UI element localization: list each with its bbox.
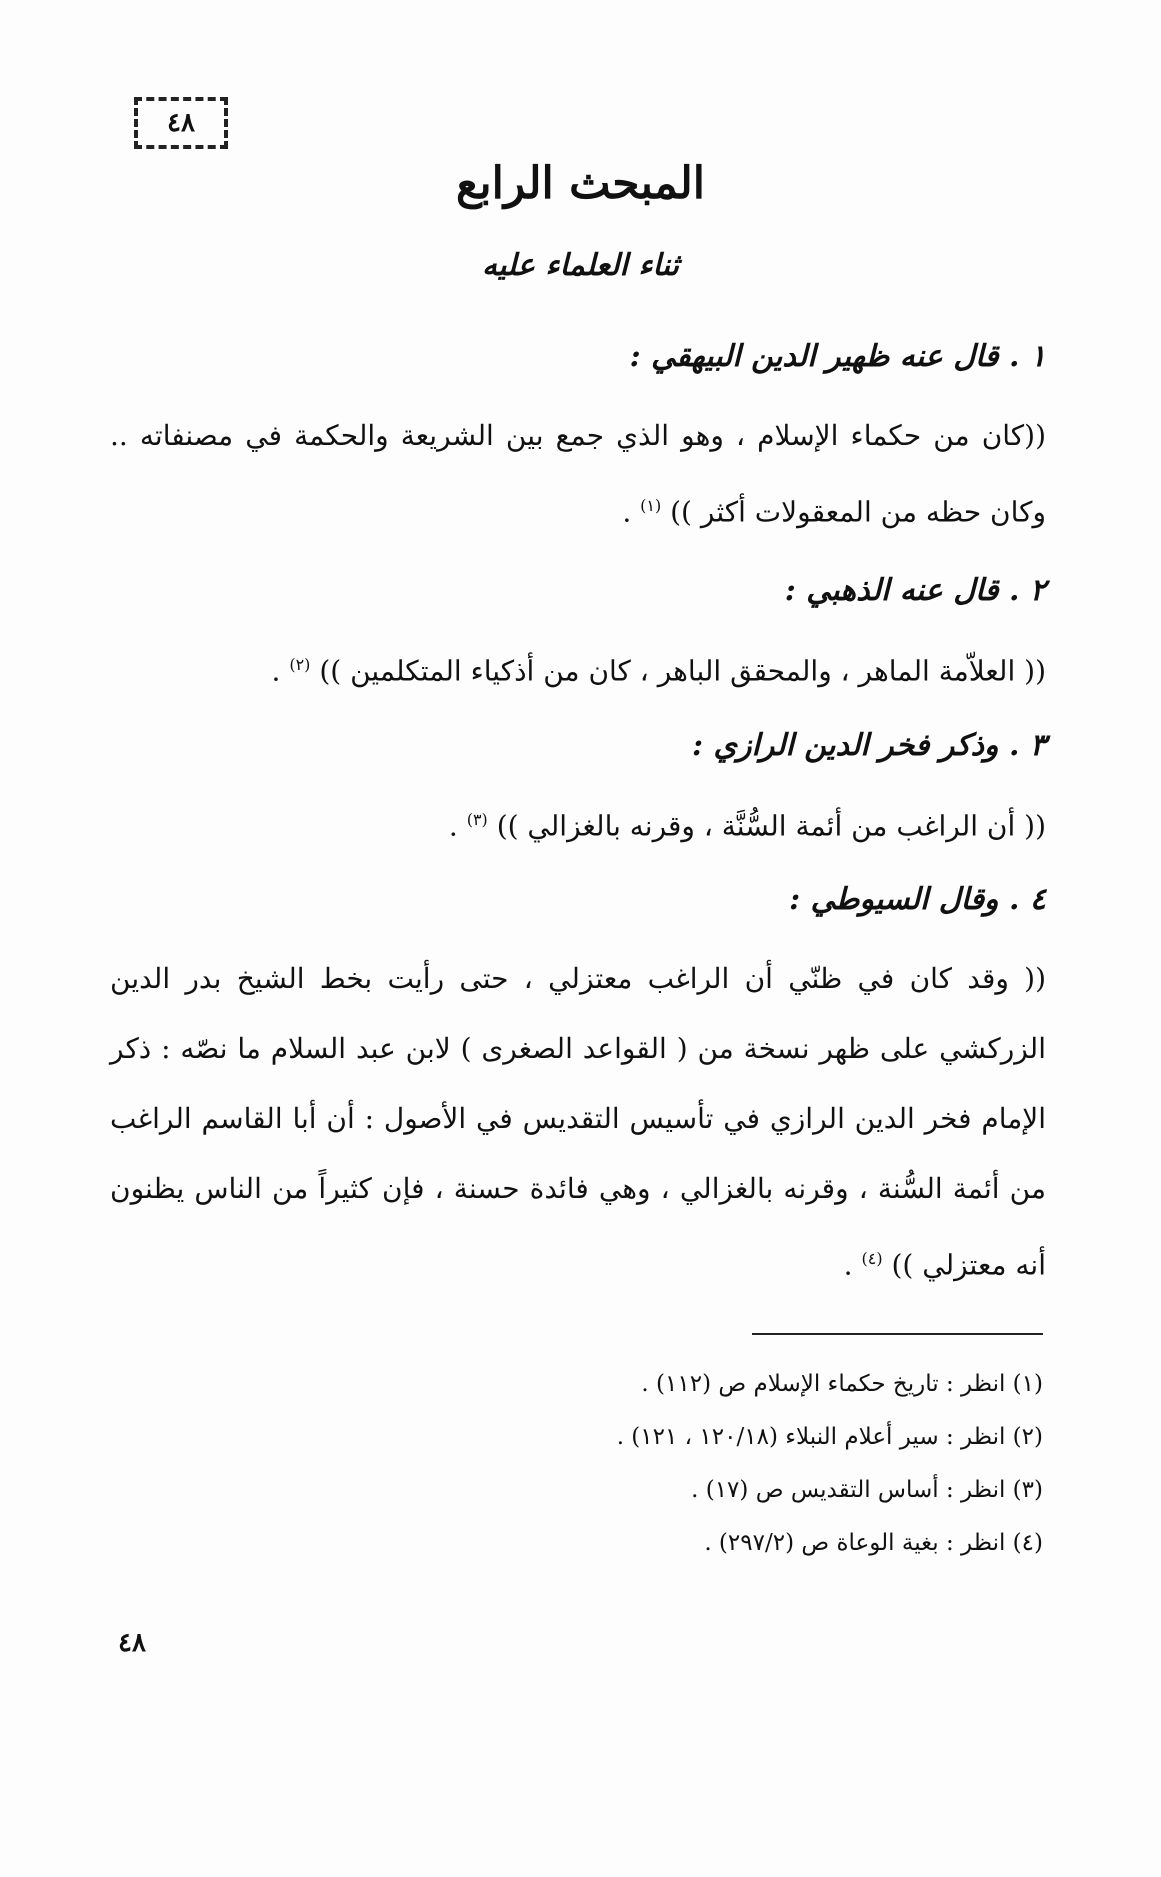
quote-text: (( العلاّمة الماهر ، والمحقق الباهر ، كان من أذكياء المتكلمين )) (319, 654, 1046, 688)
section-1 (110, 335, 1046, 547)
footer-page-number: ٤٨ (118, 1628, 146, 1658)
quote-paragraph (110, 635, 1046, 701)
section-heading: ٢ . قال عنه الذهبي : (784, 573, 1046, 609)
section-3 (110, 724, 1046, 856)
chapter-subtitle: ثناء العلماء عليه (482, 248, 679, 283)
section-heading: ١ . قال عنه ظهير الدين البيهقي : (629, 339, 1046, 374)
quote-text: (( وقد كان في ظنّي أن الراغب معتزلي ، حتى رأيت بخط الشيخ بدر الدين الزركشي على ظهر نسخة من ( القواعد الصغرى ) لابن عبد السلام ما نصّه : ذكر الإمام فخر الدين الرازي في تأسيس التقديس في الأصول : أن أبا القاسم الراغب من أئمة السُّنة ، وقرنه بالغزالي ، وهي فائدة حسنة ، فإن كثيراً من الناس يظنون أنه معتزلي )) (110, 961, 1046, 1282)
quote-paragraph (110, 790, 1046, 856)
section-2 (110, 569, 1046, 701)
page-number-box: ٤٨ (134, 97, 228, 149)
section-heading: ٣ . وذكر فخر الدين الرازي : (692, 727, 1046, 763)
chapter-title: المبحث الرابع (455, 158, 706, 209)
footnote-ref: (٣) (466, 809, 488, 829)
footnote-ref: (٢) (289, 655, 311, 675)
section-heading: ٤ . وقال السيوطي : (789, 881, 1046, 917)
footnote-ref: (١) (640, 496, 662, 515)
footnote-2: (٢) انظر : سير أعلام النبلاء (١٢٠/١٨ ، ١٢١) . (616, 1424, 1043, 1450)
main-content (110, 335, 1046, 1322)
footnote-ref: (٤) (861, 1248, 883, 1268)
footnote-3: (٣) انظر : أساس التقديس ص (١٧) . (691, 1477, 1043, 1503)
quote-end: . (843, 1248, 862, 1282)
footnote-1: (١) انظر : تاريخ حكماء الإسلام ص (١١٢) . (641, 1371, 1043, 1397)
quote-text: (( أن الراغب من أئمة السُّنَّة ، وقرنه بالغزالي )) (496, 808, 1046, 842)
footnote-separator (752, 1333, 1043, 1335)
quote-paragraph (110, 944, 1046, 1300)
footnote-4: (٤) انظر : بغية الوعاة ص (٢٩٧/٢) . (704, 1530, 1043, 1556)
quote-paragraph (110, 401, 1046, 547)
quote-end: . (622, 495, 641, 529)
footnotes (243, 1358, 1043, 1570)
section-4 (110, 878, 1046, 1300)
quote-text: ((كان من حكماء الإسلام ، وهو الذي جمع بين الشريعة والحكمة في مصنفاته .. وكان حظه من المعقولات أكثر )) (110, 419, 1046, 529)
quote-end: . (271, 654, 290, 688)
quote-end: . (448, 808, 467, 842)
